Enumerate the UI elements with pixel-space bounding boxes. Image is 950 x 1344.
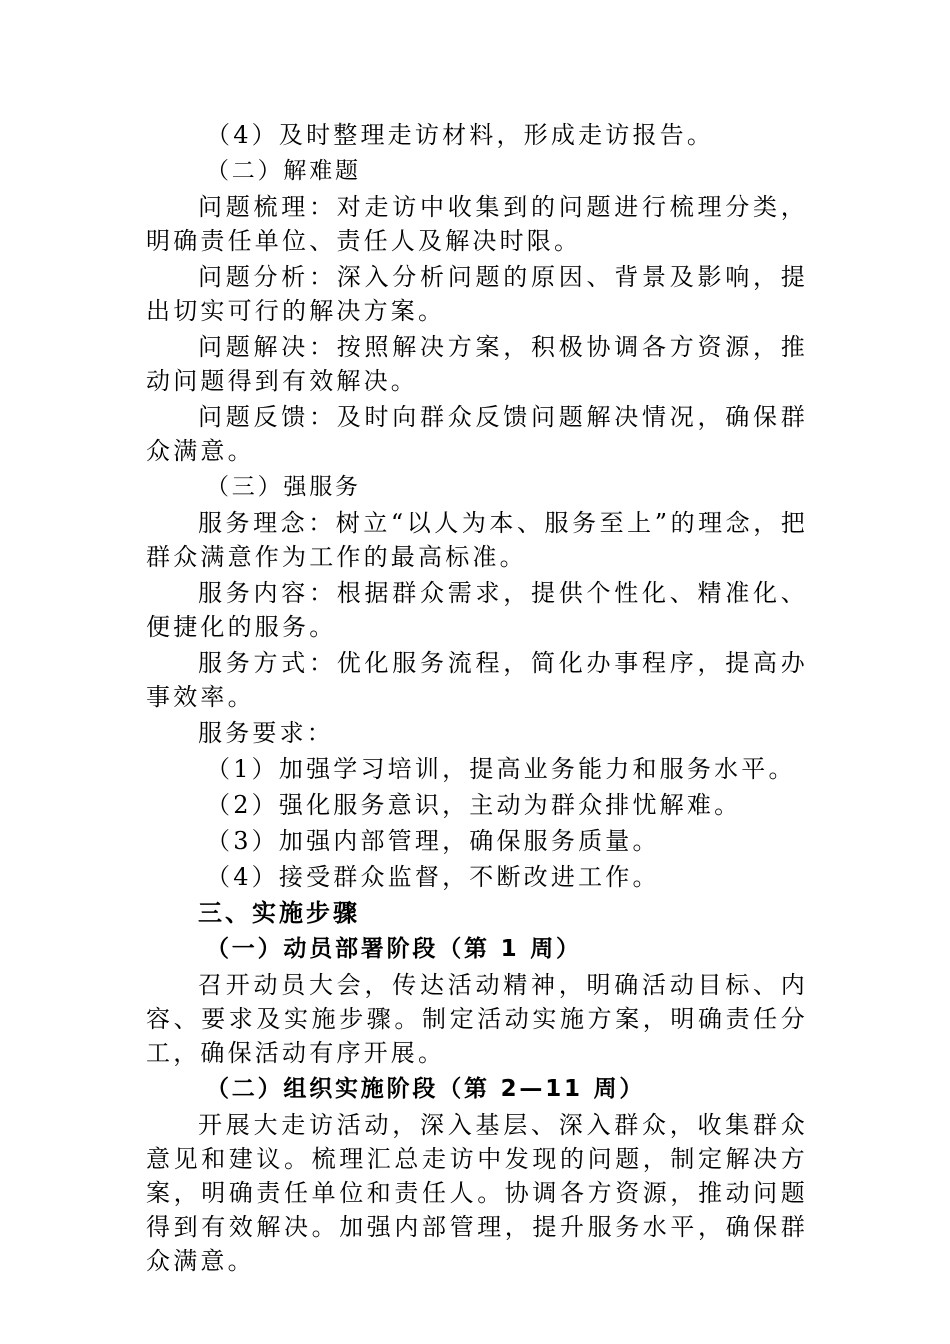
chapter-heading-implementation-steps: 三、实施步骤 <box>198 899 360 927</box>
paragraph-problem-feedback: 问题反馈：及时向群众反馈问题解决情况，确保群众满意。 <box>146 403 808 465</box>
paragraph-service-requirements: 服务要求： <box>198 719 334 747</box>
paragraph-problem-sorting: 问题梳理：对走访中收集到的问题进行梳理分类，明确责任单位、责任人及解决时限。 <box>146 193 808 255</box>
requirement-item-2: （2）强化服务意识，主动为群众排忧解难。 <box>206 791 742 819</box>
stage-heading-mobilization: （一）动员部署阶段（第 1 周） <box>206 936 582 962</box>
paragraph-problem-analysis: 问题分析：深入分析问题的原因、背景及影响，提出切实可行的解决方案。 <box>146 263 808 325</box>
paragraph-mobilization: 召开动员大会，传达活动精神，明确活动目标、内容、要求及实施步骤。制定活动实施方案，明确责任分工，确保活动有序开展。 <box>146 971 808 1067</box>
paragraph-implementation: 开展大走访活动，深入基层、深入群众，收集群众意见和建议。梳理汇总走访中发现的问题，制定解决方案，明确责任单位和责任人。协调各方资源，推动问题得到有效解决。加强内部管理，提升服务水平，确保群众满意。 <box>146 1111 808 1275</box>
requirement-item-3: （3）加强内部管理，确保服务质量。 <box>206 827 660 855</box>
document-body <box>146 118 808 1280</box>
requirement-item-4: （4）接受群众监督，不断改进工作。 <box>206 863 660 891</box>
paragraph-service-concept: 服务理念：树立“以人为本、服务至上”的理念，把群众满意作为工作的最高标准。 <box>146 509 808 571</box>
stage-heading-implementation: （二）组织实施阶段（第 2—11 周） <box>206 1076 646 1102</box>
paragraph-service-method: 服务方式：优化服务流程，简化办事程序，提高办事效率。 <box>146 649 808 711</box>
section-heading-strengthen-service: （三）强服务 <box>206 474 361 500</box>
list-item-4: （4）及时整理走访材料，形成走访报告。 <box>206 121 715 149</box>
paragraph-problem-solving: 问题解决：按照解决方案，积极协调各方资源，推动问题得到有效解决。 <box>146 333 808 395</box>
section-heading-solve-problems: （二）解难题 <box>206 158 361 184</box>
paragraph-service-content: 服务内容：根据群众需求，提供个性化、精准化、便捷化的服务。 <box>146 579 808 641</box>
requirement-item-1: （1）加强学习培训，提高业务能力和服务水平。 <box>206 755 796 783</box>
